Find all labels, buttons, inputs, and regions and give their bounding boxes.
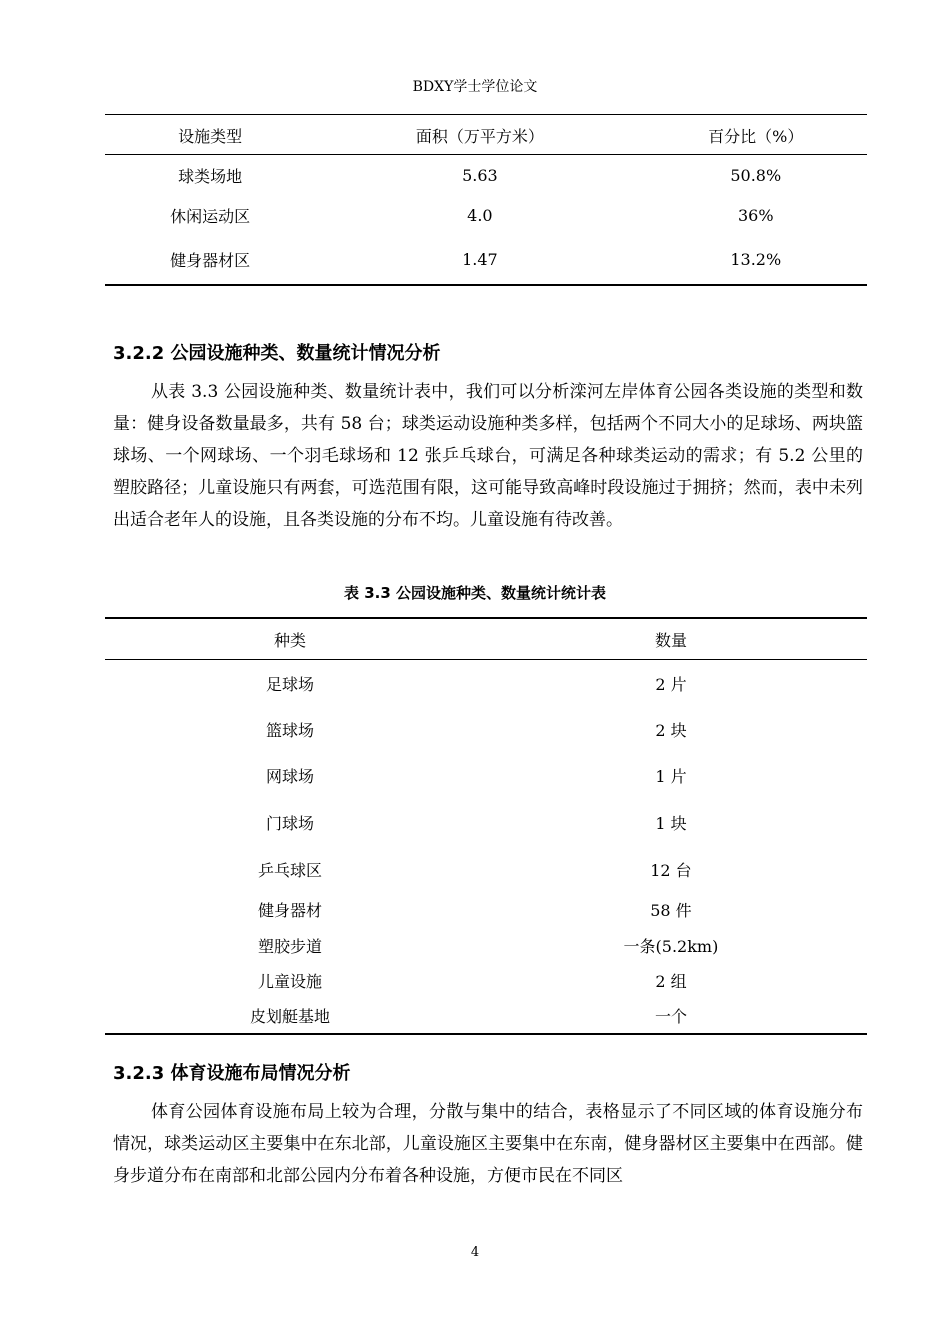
table-cell: 网球场 xyxy=(265,766,314,786)
column-header: 百分比（%） xyxy=(645,116,867,155)
table-cell: 健身器材 xyxy=(257,901,322,920)
table-cell: 1.47 xyxy=(462,250,498,269)
table-cell: 2 块 xyxy=(655,720,687,740)
table-header-row xyxy=(105,116,867,155)
table-cell: 皮划艇基地 xyxy=(249,1007,330,1026)
body-paragraph: 从表 3.3 公园设施种类、数量统计表中，我们可以分析滦河左岸体育公园各类设施的类型和数量：健身设备数量最多，共有 58 台；球类运动设施种类多样，包括两个不同大小的足球场、两块篮球场、一个网球场、一个羽毛球场和 12 张乒乓球台，可满足各种球类运动的需求；有 5.2 公里的塑胶路径；儿童设施只有两套，可选范围有限，这可能导致高峰时段设施过于拥挤；然而，表中未列出适合老年人的设施，且各类设施的分布不均。儿童设施有待改善。 xyxy=(113,382,863,530)
table-cell: 塑胶步道 xyxy=(257,936,322,956)
table-cell: 50.8% xyxy=(730,165,782,185)
facility-area-table xyxy=(105,116,867,286)
table-cell: 4.0 xyxy=(467,205,493,225)
table-cell: 篮球场 xyxy=(265,720,314,740)
table-caption: 表 3.3 公园设施种类、数量统计统计表 xyxy=(343,584,607,602)
table-cell: 一条(5.2km) xyxy=(623,936,719,956)
header-rule xyxy=(105,114,867,115)
table-row xyxy=(105,928,867,963)
table-cell: 休闲运动区 xyxy=(170,206,251,226)
table-cell: 1 片 xyxy=(655,766,687,786)
table-row xyxy=(105,799,867,847)
table-cell: 儿童设施 xyxy=(257,972,322,991)
table-cell: 2 片 xyxy=(655,674,687,694)
column-header: 数量 xyxy=(475,618,867,660)
table-cell: 12 台 xyxy=(650,860,692,880)
table-header-row xyxy=(105,618,867,660)
table-row xyxy=(105,707,867,752)
table-cell: 5.63 xyxy=(462,165,498,185)
table-row xyxy=(105,660,867,707)
table-row xyxy=(105,892,867,928)
table-row xyxy=(105,195,867,235)
table-cell: 2 组 xyxy=(655,972,687,991)
section-heading: 3.2.3 体育设施布局情况分析 xyxy=(113,1063,351,1084)
page-header: BDXY学士学位论文 xyxy=(412,79,538,95)
table-cell: 足球场 xyxy=(265,674,314,694)
table-row xyxy=(105,155,867,196)
table-row xyxy=(105,752,867,799)
table-cell: 13.2% xyxy=(730,250,782,269)
table-cell: 1 块 xyxy=(655,814,687,833)
table-cell: 乒乓球区 xyxy=(257,860,322,880)
table-cell: 门球场 xyxy=(265,814,314,833)
table-cell: 36% xyxy=(737,205,774,225)
table-row xyxy=(105,847,867,892)
table-cell: 58 件 xyxy=(650,901,692,920)
table-cell: 健身器材区 xyxy=(170,251,251,270)
column-header: 设施类型 xyxy=(105,116,315,155)
table-cell: 一个 xyxy=(654,1007,687,1026)
table-row xyxy=(105,963,867,999)
column-header: 种类 xyxy=(105,618,475,660)
facility-count-table xyxy=(105,617,867,1035)
table-row xyxy=(105,999,867,1034)
page-number: 4 xyxy=(470,1245,480,1260)
body-paragraph: 体育公园体育设施布局上较为合理，分散与集中的结合，表格显示了不同区域的体育设施分布情况，球类运动区主要集中在东北部，儿童设施区主要集中在东南，健身器材区主要集中在西部。健身步道分布在南部和北部公园内分布着各种设施，方便市民在不同区 xyxy=(113,1102,863,1186)
table-row xyxy=(105,235,867,285)
table-cell: 球类场地 xyxy=(178,166,243,186)
section-heading: 3.2.2 公园设施种类、数量统计情况分析 xyxy=(113,343,441,364)
column-header: 面积（万平方米） xyxy=(315,116,644,155)
